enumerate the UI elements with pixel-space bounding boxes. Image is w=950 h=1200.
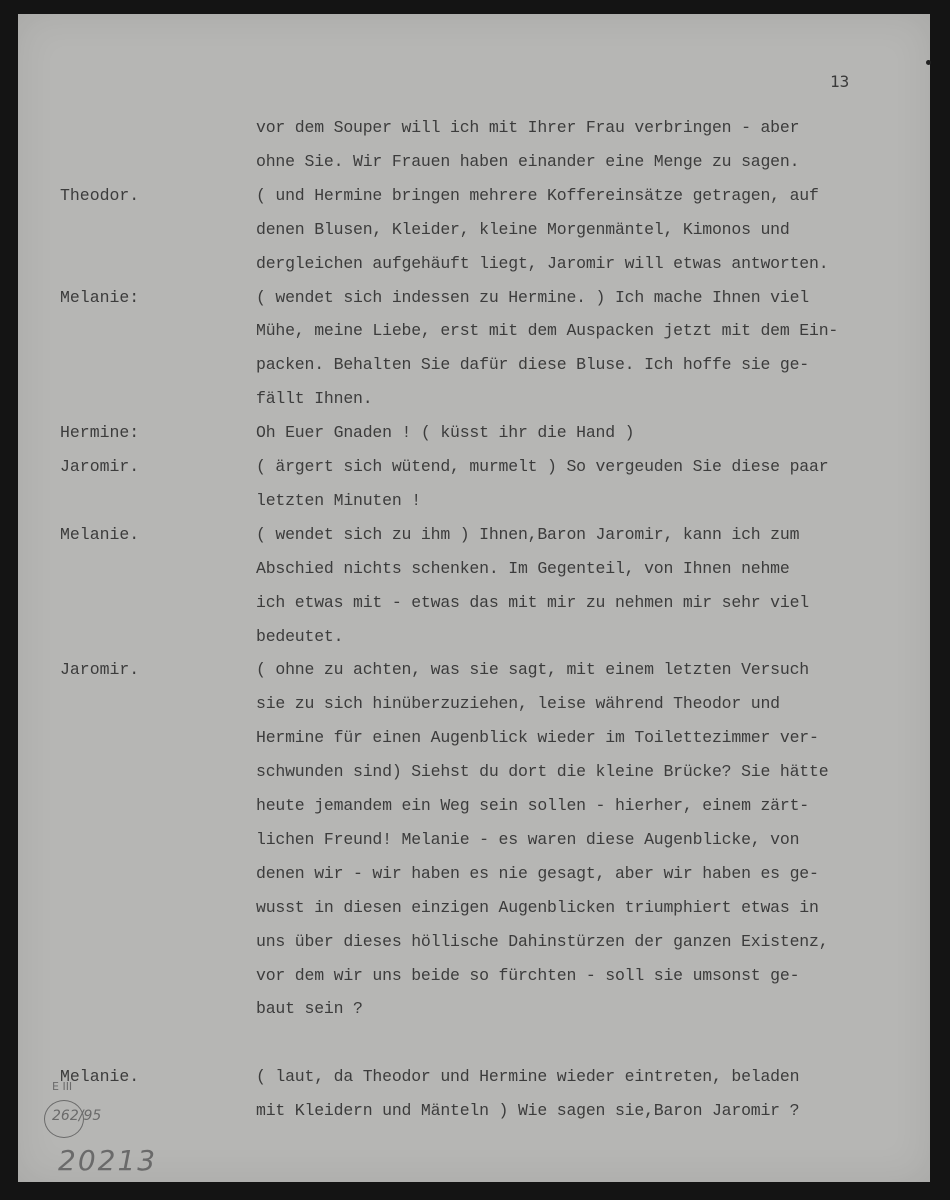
archive-fraction: 262/95 [52, 1108, 102, 1124]
archive-shelfmark: E III [52, 1080, 73, 1093]
speaker-name: Melanie: [60, 287, 140, 307]
dialogue-text: bedeutet. [256, 626, 344, 646]
script-line [18, 220, 930, 250]
script-line [18, 796, 930, 826]
script-line [18, 288, 930, 318]
script-line [18, 423, 930, 453]
speaker-name: Melanie. [60, 524, 140, 544]
archive-number: 20213 [58, 1144, 158, 1177]
script-line [18, 389, 930, 419]
speaker-name: Jaromir. [60, 660, 140, 680]
paper-mark [926, 60, 931, 65]
script-line [18, 762, 930, 792]
script-line [18, 932, 930, 962]
script-line [18, 186, 930, 216]
script-line [18, 830, 930, 860]
script-line [18, 660, 930, 690]
script-line [18, 627, 930, 657]
page-number: 13 [830, 72, 850, 91]
script-line [18, 559, 930, 589]
speaker-name: Jaromir. [60, 457, 140, 476]
dialogue-text: letzten Minuten ! [256, 490, 421, 510]
script-line [18, 152, 930, 182]
script-line [18, 525, 930, 555]
dialogue-text: sie zu sich hinüberzuziehen, leise während Theodor und [256, 694, 780, 714]
dialogue-text: heute jemandem ein Weg sein sollen - hierher, einem zärt- [256, 796, 809, 815]
dialogue-text: ich etwas mit - etwas das mit mir zu nehmen mir sehr viel [256, 592, 809, 612]
script-line [18, 355, 930, 385]
dialogue-text: ohne Sie. Wir Frauen haben einander eine Menge zu sagen. [256, 151, 800, 171]
dialogue-text: ( wendet sich indessen zu Hermine. ) Ich mache Ihnen viel [256, 287, 809, 307]
dialogue-text: ( laut, da Theodor und Hermine wieder eintreten, beladen [256, 1067, 800, 1087]
dialogue-text: ( wendet sich zu ihm ) Ihnen,Baron Jaromir, kann ich zum [256, 524, 800, 544]
dialogue-text: denen wir - wir haben es nie gesagt, aber wir haben es ge- [256, 863, 819, 883]
dialogue-text: vor dem wir uns beide so fürchten - soll sie umsonst ge- [256, 965, 800, 985]
dialogue-text: fällt Ihnen. [256, 389, 373, 409]
dialogue-text: schwunden sind) Siehst du dort die kleine Brücke? Sie hätte [256, 762, 829, 782]
dialogue-text: uns über dieses höllische Dahinstürzen der ganzen Existenz, [256, 931, 829, 951]
script-line [18, 321, 930, 351]
dialogue-text: Mühe, meine Liebe, erst mit dem Auspacken jetzt mit dem Ein- [256, 321, 839, 341]
script-line [18, 966, 930, 996]
dialogue-text: baut sein ? [256, 999, 363, 1019]
script-line [18, 457, 930, 487]
dialogue-text: lichen Freund! Melanie - es waren diese Augenblicke, von [256, 829, 800, 849]
typescript-page [18, 14, 930, 1182]
script-line [18, 1033, 930, 1063]
dialogue-text: Hermine für einen Augenblick wieder im Toilettezimmer ver- [256, 728, 819, 748]
script-line [18, 491, 930, 521]
dialogue-text: mit Kleidern und Mänteln ) Wie sagen sie,Baron Jaromir ? [256, 1101, 800, 1121]
speaker-name: Melanie. [60, 1067, 140, 1087]
dialogue-text: ( ärgert sich wütend, murmelt ) So vergeuden Sie diese paar [256, 457, 829, 476]
dialogue-text: packen. Behalten Sie dafür diese Bluse. Ich hoffe sie ge- [256, 355, 809, 375]
dialogue-text: Oh Euer Gnaden ! ( küsst ihr die Hand ) [256, 423, 635, 443]
script-line [18, 254, 930, 284]
dialogue-text: dergleichen aufgehäuft liegt, Jaromir will etwas antworten. [256, 253, 829, 273]
script-line [18, 118, 930, 148]
dialogue-text: ( ohne zu achten, was sie sagt, mit einem letzten Versuch [256, 660, 809, 680]
script-line [18, 728, 930, 758]
dialogue-text: Abschied nichts schenken. Im Gegenteil, von Ihnen nehme [256, 558, 790, 578]
dialogue-text: vor dem Souper will ich mit Ihrer Frau verbringen - aber [256, 118, 800, 137]
script-line [18, 694, 930, 724]
dialogue-text: wusst in diesen einzigen Augenblicken triumphiert etwas in [256, 897, 819, 917]
dialogue-text: ( und Hermine bringen mehrere Koffereinsätze getragen, auf [256, 185, 819, 205]
dialogue-text: denen Blusen, Kleider, kleine Morgenmäntel, Kimonos und [256, 219, 790, 239]
script-line [18, 898, 930, 928]
script-line [18, 593, 930, 623]
speaker-name: Theodor. [60, 185, 140, 205]
speaker-name: Hermine: [60, 423, 140, 443]
script-line [18, 864, 930, 894]
archive-stamp [42, 1074, 192, 1184]
script-line [18, 999, 930, 1029]
